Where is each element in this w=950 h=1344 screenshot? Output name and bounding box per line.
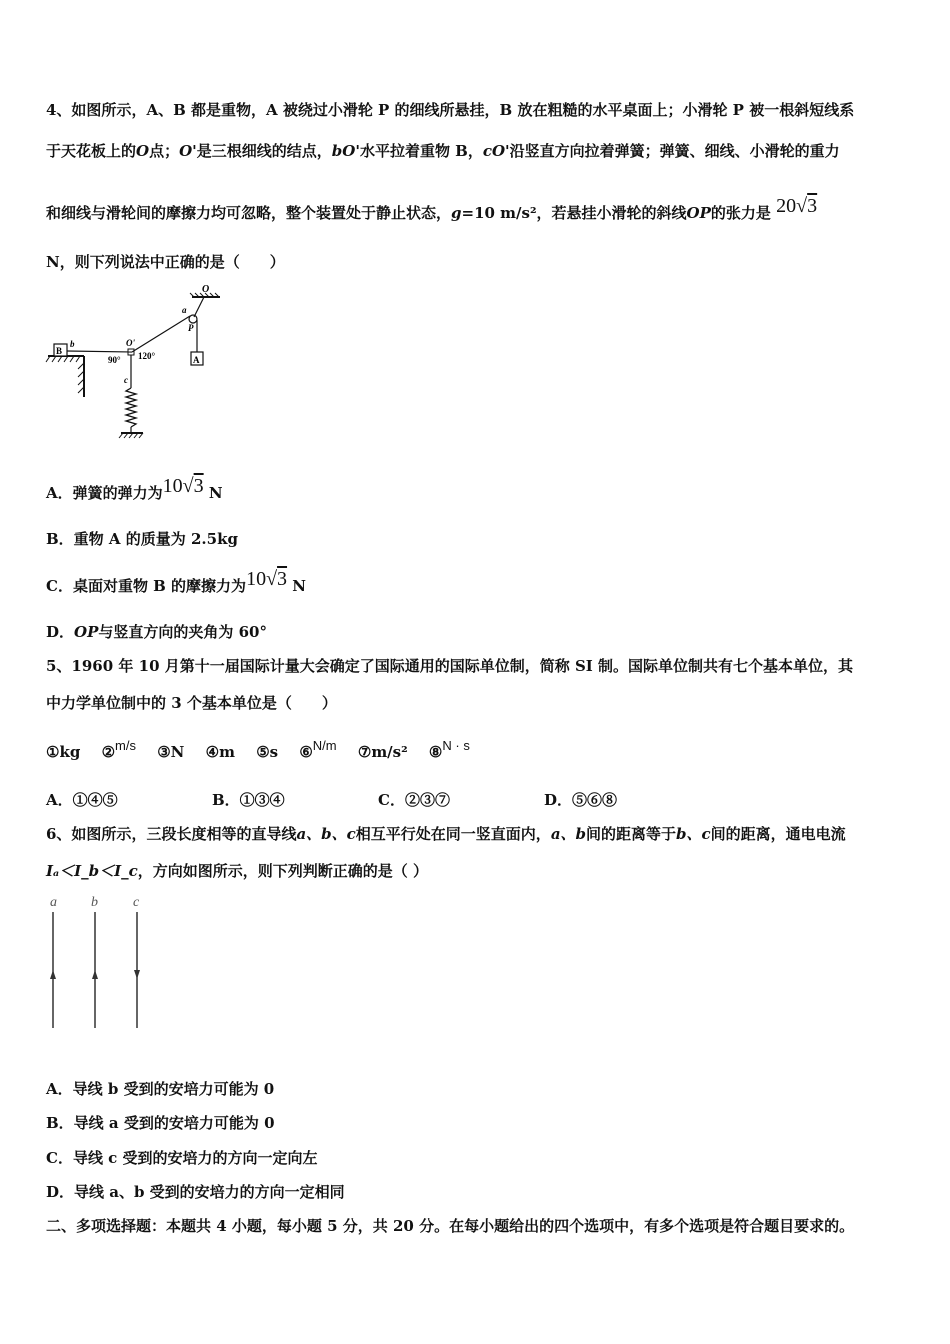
label-P: P: [188, 323, 194, 333]
q5-units: [46, 738, 470, 763]
q5-options: [46, 790, 617, 810]
unit-item: ①kg: [46, 743, 81, 761]
label-c: c: [124, 375, 128, 385]
arrow-up-icon: [92, 970, 98, 979]
q4-line-3: 和细线与滑轮间的摩擦力均可忽略，整个装置处于静止状态，g=10 m/s²，若悬挂小滑轮的斜线OP的张力是 20√3: [46, 195, 818, 222]
spring-icon: [126, 388, 136, 427]
q6-option-c[interactable]: C．导线 c 受到的安培力的方向一定向左: [46, 1149, 318, 1167]
label-a: a: [182, 305, 187, 315]
wire-label-c: c: [133, 895, 140, 910]
wire-label-b: b: [91, 895, 98, 910]
q5-line-1: 5、1960 年 10 月第十一届国际计量大会确定了国际通用的国际单位制，简称 SI 制。国际单位制共有七个基本单位，其: [46, 657, 854, 675]
q5-option-c[interactable]: C．②③⑦: [378, 791, 450, 809]
q5-option-b[interactable]: B．①③④: [212, 791, 285, 809]
q5-option-a[interactable]: A．①④⑤: [46, 791, 118, 809]
q4-line-4: N，则下列说法中正确的是（ ）: [46, 253, 285, 271]
q4-line-2: 于天花板上的O点；O'是三根细线的结点，bO'水平拉着重物 B，cO'沿竖直方向拉着弹簧；弹簧、细线、小滑轮的重力: [46, 142, 840, 160]
q6-option-d[interactable]: D．导线 a、b 受到的安培力的方向一定相同: [46, 1183, 345, 1201]
q5-line-2: 中力学单位制中的 3 个基本单位是（ ）: [46, 694, 337, 712]
wires-diagram: [40, 890, 160, 1035]
q6-option-b[interactable]: B．导线 a 受到的安培力可能为 0: [46, 1114, 275, 1132]
q6-line-2: Iₐ＜I_b＜I_c，方向如图所示，则下列判断正确的是（ ）: [46, 862, 429, 880]
section-2-heading: 二、多项选择题：本题共 4 小题，每小题 5 分，共 20 分。在每小题给出的四个选项中，有多个选项是符合题目要求的。: [46, 1217, 855, 1235]
q4-option-c[interactable]: C．桌面对重物 B 的摩擦力为10√3 N: [46, 568, 306, 595]
wire-label-a: a: [50, 895, 57, 910]
label-b: b: [70, 339, 75, 349]
pulley-diagram: [44, 283, 234, 443]
label-angle-90: 90°: [108, 355, 121, 365]
unit-item: ⑥N/m: [299, 738, 337, 761]
tension-value: 20√3: [776, 195, 818, 217]
q6-line-1: 6、如图所示，三段长度相等的直导线a、b、c相互平行处在同一竖直面内，a、b间的距离等于b、c间的距离，通电电流: [46, 825, 846, 843]
unit-item: ③N: [157, 743, 185, 761]
q4-line-1: 4、如图所示，A、B 都是重物，A 被绕过小滑轮 P 的细线所悬挂，B 放在粗糙的水平桌面上；小滑轮 P 被一根斜短线系: [46, 101, 855, 119]
label-O-prime: O': [126, 338, 135, 348]
q4-option-d[interactable]: D．OP与竖直方向的夹角为 60°: [46, 623, 267, 641]
q4-option-b[interactable]: B．重物 A 的质量为 2.5kg: [46, 530, 238, 548]
unit-item: ⑦m/s²: [357, 743, 408, 761]
q4-option-a[interactable]: A．弹簧的弹力为10√3 N: [46, 475, 223, 502]
unit-item: ⑤s: [256, 743, 279, 761]
unit-item: ④m: [205, 743, 235, 761]
q6-option-a[interactable]: A．导线 b 受到的安培力可能为 0: [46, 1080, 275, 1098]
unit-item: ⑧N · s: [428, 738, 470, 761]
label-A: A: [193, 355, 200, 365]
label-B: B: [56, 346, 63, 356]
label-O: O: [202, 284, 210, 295]
label-angle-120: 120°: [138, 351, 156, 361]
arrow-up-icon: [50, 970, 56, 979]
unit-item: ②m/s: [101, 738, 136, 761]
q5-option-d[interactable]: D．⑤⑥⑧: [544, 791, 618, 809]
arrow-down-icon: [134, 970, 140, 979]
